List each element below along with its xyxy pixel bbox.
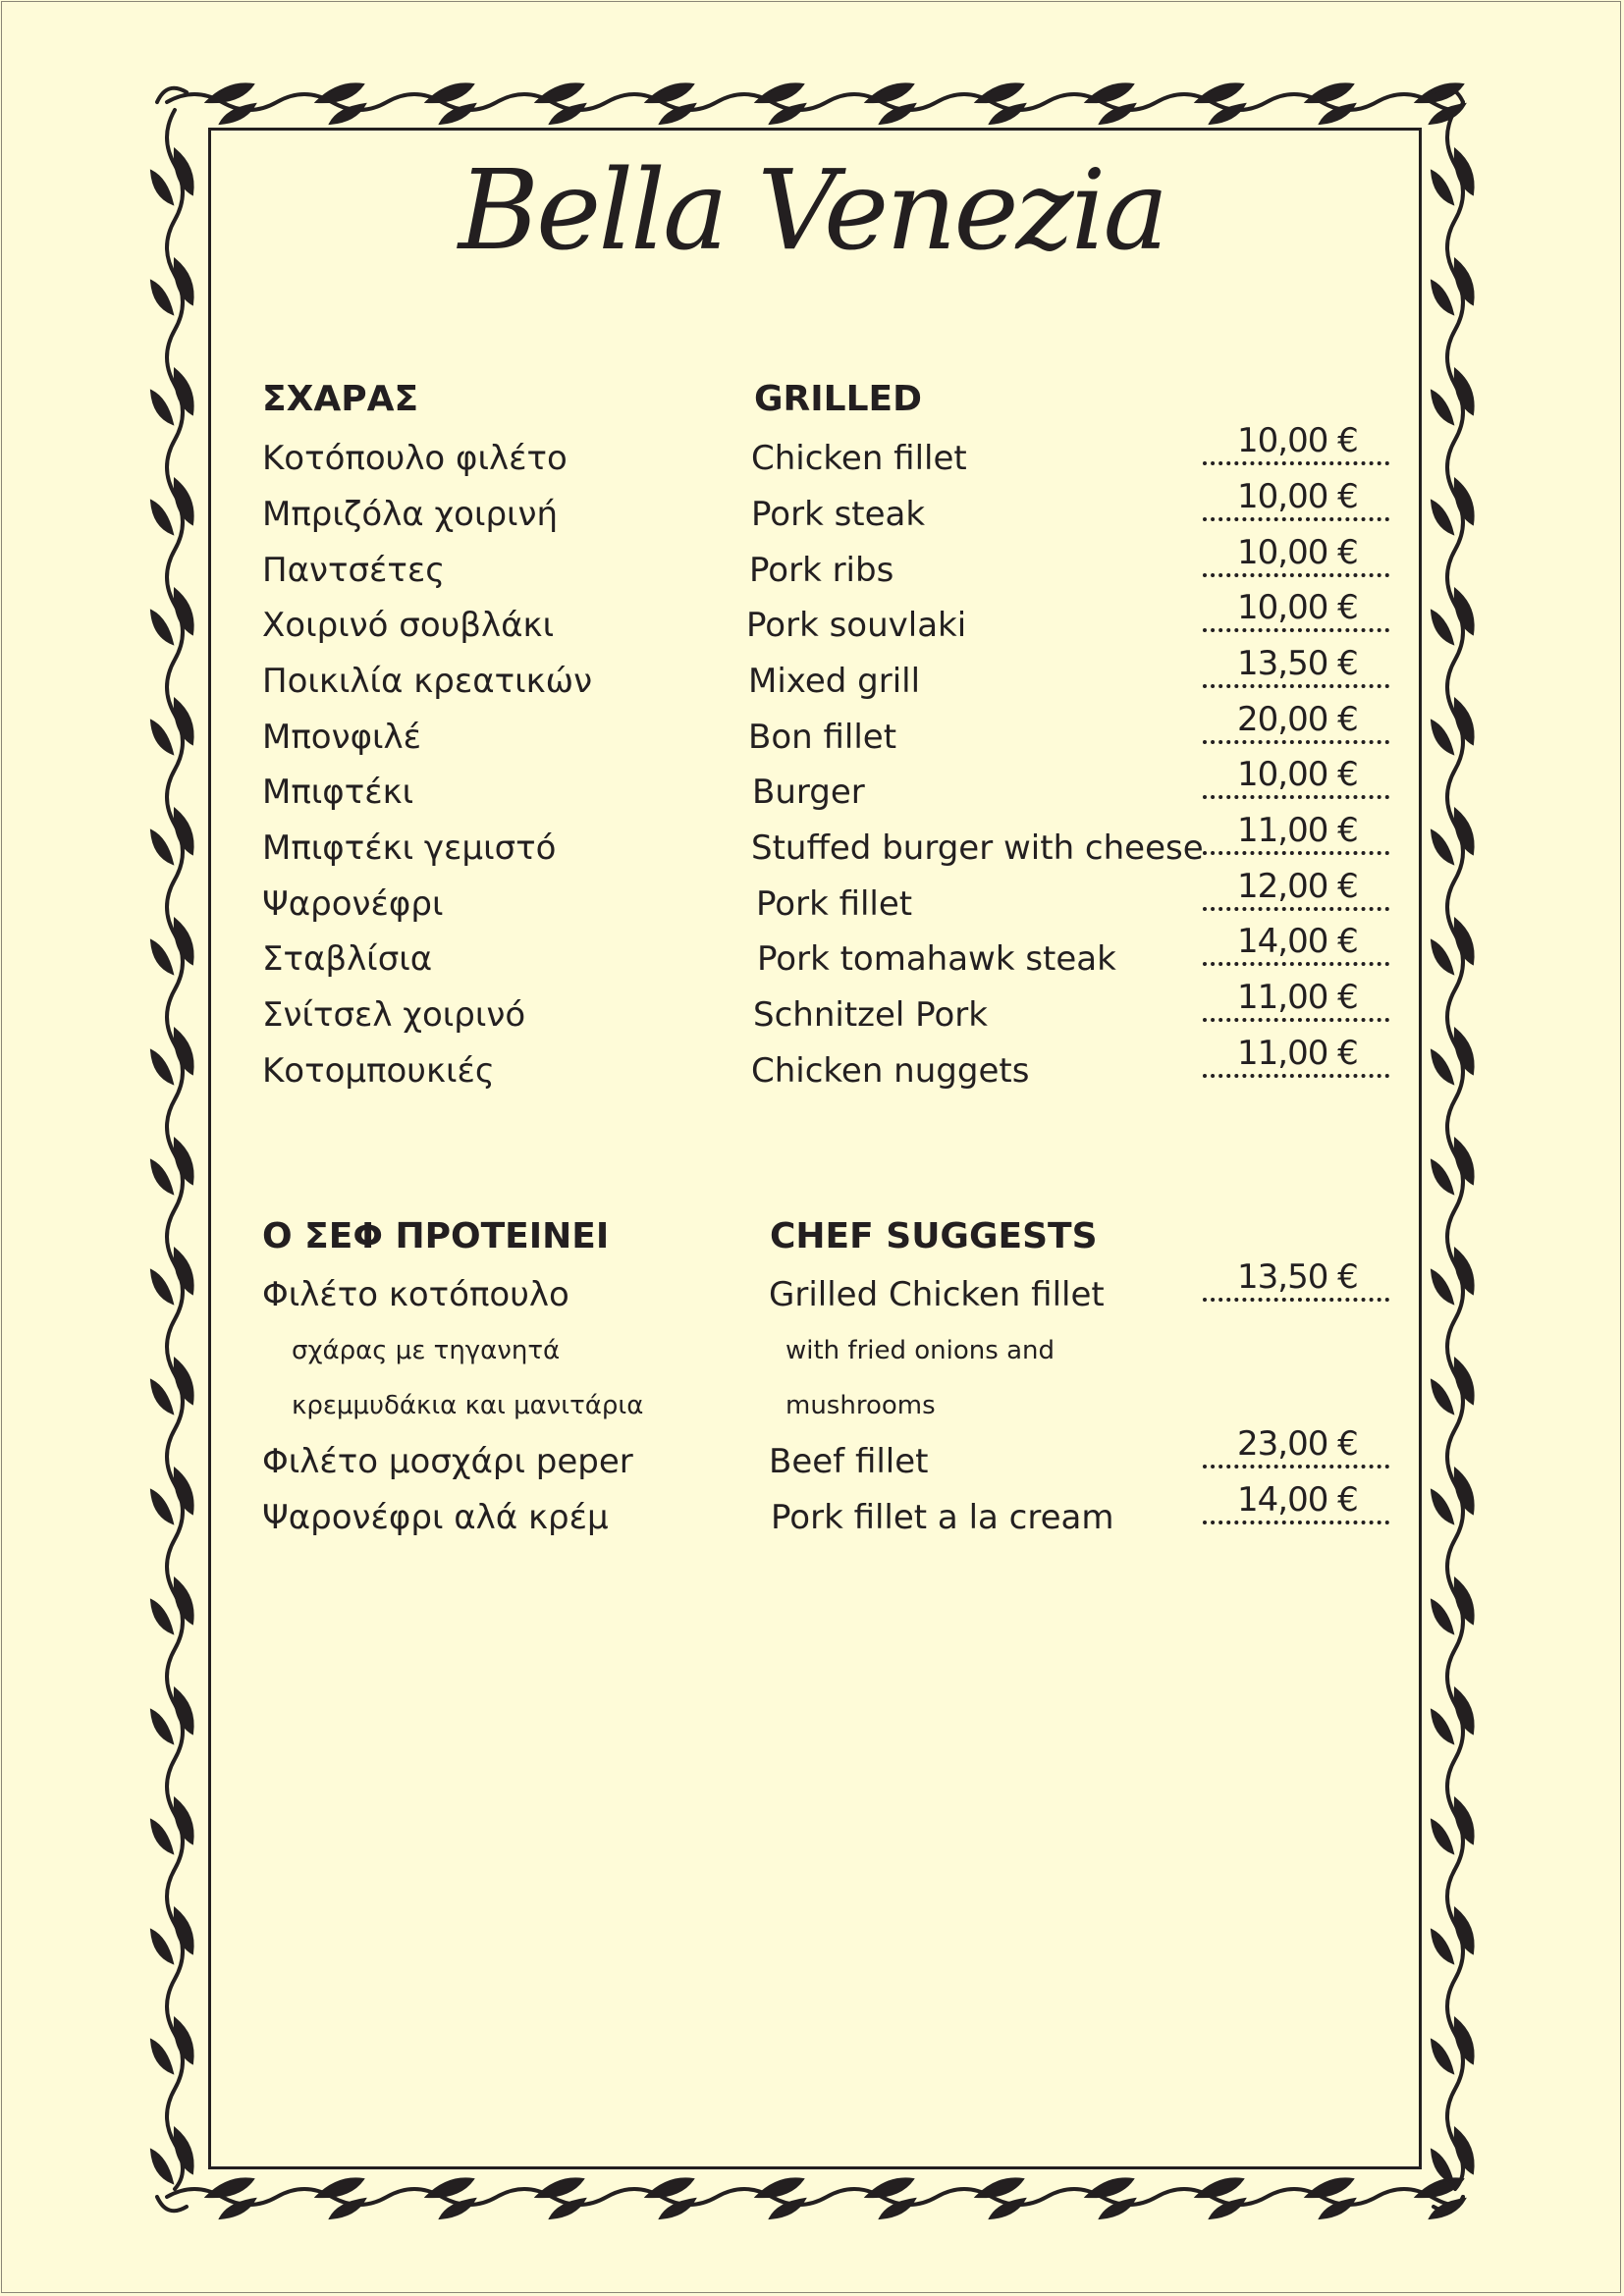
dot-leader [1203,851,1389,855]
grilled-heading-english: GRILLED [754,379,923,419]
dot-leader [1203,962,1389,966]
item-name-greek: Κοτόπουλο φιλέτο [262,439,568,478]
item-name-greek: Ποικιλία κρεατικών [262,662,593,701]
price-value: 11,00 € [1237,978,1358,1017]
item-name-english: Bon fillet [748,718,897,757]
price-value: 10,00 € [1237,477,1358,516]
dot-leader [1203,1018,1389,1022]
price-value: 14,00 € [1237,1480,1358,1520]
price-value: 20,00 € [1237,700,1358,739]
price-value: 11,00 € [1237,1034,1358,1073]
price-value: 10,00 € [1237,421,1358,460]
dot-leader [1203,684,1389,688]
dot-leader [1203,1521,1389,1524]
item-price [1203,477,1389,539]
dot-leader [1203,1465,1389,1468]
item-description-english: with fried onions and [785,1336,1055,1365]
price-value: 23,00 € [1237,1424,1358,1464]
item-name-english: Grilled Chicken fillet [769,1275,1105,1314]
item-name-english: Pork steak [751,495,926,534]
grilled-heading-greek: ΣΧΑΡΑΣ [262,379,419,419]
item-name-greek: Φιλέτο μοσχάρι peper [262,1442,633,1481]
item-price [1203,1257,1389,1319]
item-name-greek: Κοτομπουκιές [262,1051,495,1091]
item-price [1203,588,1389,650]
restaurant-title: Bella Venezia [458,147,1166,275]
item-price [1203,1424,1389,1486]
item-description-greek: κρεμμυδάκια και μανιτάρια [292,1391,644,1420]
item-price [1203,421,1389,483]
dot-leader [1203,1074,1389,1078]
item-name-english: Schnitzel Pork [753,995,988,1035]
chef-heading-english: CHEF SUGGESTS [770,1216,1098,1256]
item-price [1203,644,1389,706]
price-value: 10,00 € [1237,588,1358,627]
price-value: 11,00 € [1237,811,1358,850]
item-name-greek: Ψαρονέφρι [262,884,444,924]
price-value: 10,00 € [1237,755,1358,794]
item-description-greek: σχάρας με τηγανητά [292,1336,561,1365]
item-name-greek: Μπριζόλα χοιρινή [262,495,559,534]
dot-leader [1203,740,1389,744]
item-name-english: Burger [752,773,865,812]
item-name-greek: Ψαρονέφρι αλά κρέμ [262,1498,609,1537]
item-name-english: Stuffed burger with cheese [751,828,1204,868]
item-name-english: Pork souvlaki [746,606,967,645]
item-name-greek: Μπιφτέκι γεμιστό [262,828,557,868]
item-price [1203,700,1389,762]
item-price [1203,922,1389,984]
item-price [1203,1480,1389,1542]
item-name-greek: Μπιφτέκι [262,773,414,812]
item-price [1203,755,1389,817]
price-value: 14,00 € [1237,922,1358,961]
item-description-english: mushrooms [785,1391,936,1420]
dot-leader [1203,628,1389,632]
dot-leader [1203,517,1389,521]
item-price [1203,811,1389,873]
item-name-greek: Σνίτσελ χοιρινό [262,995,526,1035]
item-price [1203,978,1389,1040]
item-name-greek: Φιλέτο κοτόπουλο [262,1275,569,1314]
item-price [1203,867,1389,929]
item-price [1203,1034,1389,1095]
item-name-english: Chicken fillet [751,439,967,478]
price-value: 10,00 € [1237,533,1358,572]
chef-heading-greek: Ο ΣΕΦ ΠΡΟΤΕΙΝΕΙ [262,1216,610,1256]
item-name-greek: Μπονφιλέ [262,718,422,757]
price-value: 13,50 € [1237,1257,1358,1297]
price-value: 12,00 € [1237,867,1358,906]
item-price [1203,533,1389,595]
item-name-greek: Παντσέτες [262,551,446,590]
item-name-greek: Χοιρινό σουβλάκι [262,606,555,645]
item-name-greek: Σταβλίσια [262,939,433,979]
item-name-english: Pork fillet a la cream [771,1498,1114,1537]
item-name-english: Chicken nuggets [751,1051,1030,1091]
dot-leader [1203,1298,1389,1302]
price-value: 13,50 € [1237,644,1358,683]
item-name-english: Beef fillet [769,1442,929,1481]
dot-leader [1203,907,1389,911]
item-name-english: Mixed grill [748,662,921,701]
item-name-english: Pork fillet [756,884,913,924]
item-name-english: Pork tomahawk steak [757,939,1116,979]
dot-leader [1203,573,1389,577]
dot-leader [1203,795,1389,799]
item-name-english: Pork ribs [749,551,894,590]
dot-leader [1203,461,1389,465]
